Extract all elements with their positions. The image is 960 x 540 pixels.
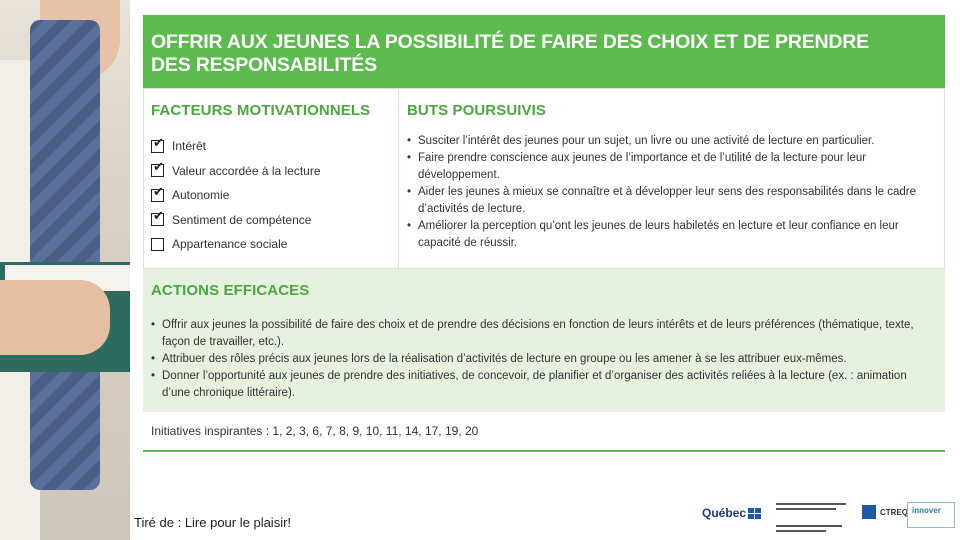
initiatives-text: Initiatives inspirantes : 1, 2, 3, 6, 7, 8, 9, 10, 11, 14, 17, 19, 20 — [151, 424, 479, 438]
card-header — [143, 15, 945, 88]
innover-logo — [907, 502, 955, 528]
photo-hand — [0, 280, 110, 355]
motivation-label: Intérêt — [172, 139, 207, 154]
actions-heading: ACTIONS EFFICACES — [151, 282, 310, 299]
motivations-list — [151, 134, 391, 257]
initiatives-footer — [143, 412, 945, 452]
info-card — [143, 15, 945, 452]
goal-item: • Améliorer la perception qu’ont les jeunes de leurs habiletés en lecture et leur confiance en leur capacité de réussir. — [407, 218, 937, 252]
actions-section — [143, 269, 945, 412]
ctreq-logo — [858, 505, 908, 519]
photo-scarf — [30, 20, 100, 490]
action-item: • Attribuer des rôles précis aux jeunes lors de la réalisation d’activités de lecture en groupe ou les amener à se les attribuer eux-mêmes. — [151, 351, 936, 368]
innover-wordmark: innover — [912, 506, 941, 515]
checkbox-icon — [151, 164, 164, 177]
goals-column — [399, 89, 944, 268]
two-column-section — [143, 88, 945, 269]
motivation-label: Autonomie — [172, 188, 230, 203]
checkbox-icon — [151, 189, 164, 202]
goals-list — [407, 133, 937, 252]
fleurdelise-icon — [748, 508, 761, 519]
background-photo — [0, 0, 130, 540]
motivation-item — [151, 183, 391, 208]
motivation-item — [151, 134, 391, 159]
action-item: • Donner l’opportunité aux jeunes de prendre des initiatives, de concevoir, de planifier et d’organiser des activités reliées à la lecture (ex. : animation d’une chronique littéraire). — [151, 368, 936, 402]
motivation-label: Appartenance sociale — [172, 237, 288, 252]
ctreq-square-icon — [862, 505, 876, 519]
action-item: • Offrir aux jeunes la possibilité de faire des choix et de prendre des décisions en fonction de leurs intérêts et de leurs préférences (thématique, texte, façon de travailler, etc.). — [151, 317, 936, 351]
motivation-item — [151, 232, 391, 257]
ctreq-wordmark: CTREQ — [880, 507, 908, 517]
motivation-item — [151, 159, 391, 184]
motivation-label: Sentiment de compétence — [172, 212, 312, 227]
goal-item: • Aider les jeunes à mieux se connaître et à développer leur sens des responsabilités dans le cadre d’activités de lecture. — [407, 184, 937, 218]
goal-item: • Susciter l’intérêt des jeunes pour un sujet, un livre ou une activité de lecture en particulier. — [407, 133, 937, 150]
motivations-column — [144, 89, 399, 268]
quebec-wordmark: Québec — [702, 506, 747, 520]
partner-logo-emblem — [776, 501, 848, 533]
quebec-logo — [702, 506, 761, 520]
checkbox-icon — [151, 213, 164, 226]
motivation-label: Valeur accordée à la lecture — [172, 163, 321, 178]
checkbox-icon — [151, 238, 164, 251]
source-credit: Tiré de : Lire pour le plaisir! — [134, 515, 292, 530]
goals-heading: BUTS POURSUIVIS — [407, 102, 547, 119]
motivation-item — [151, 208, 391, 233]
checkbox-icon — [151, 140, 164, 153]
goal-item: • Faire prendre conscience aux jeunes de l’importance et de l’utilité de la lecture pour leur développement. — [407, 150, 937, 184]
motivations-heading: FACTEURS MOTIVATIONNELS — [151, 102, 371, 119]
actions-list — [151, 317, 936, 402]
card-title: OFFRIR AUX JEUNES LA POSSIBILITÉ DE FAIRE DES CHOIX ET DE PRENDRE DES RESPONSABILITÉS — [151, 31, 869, 76]
